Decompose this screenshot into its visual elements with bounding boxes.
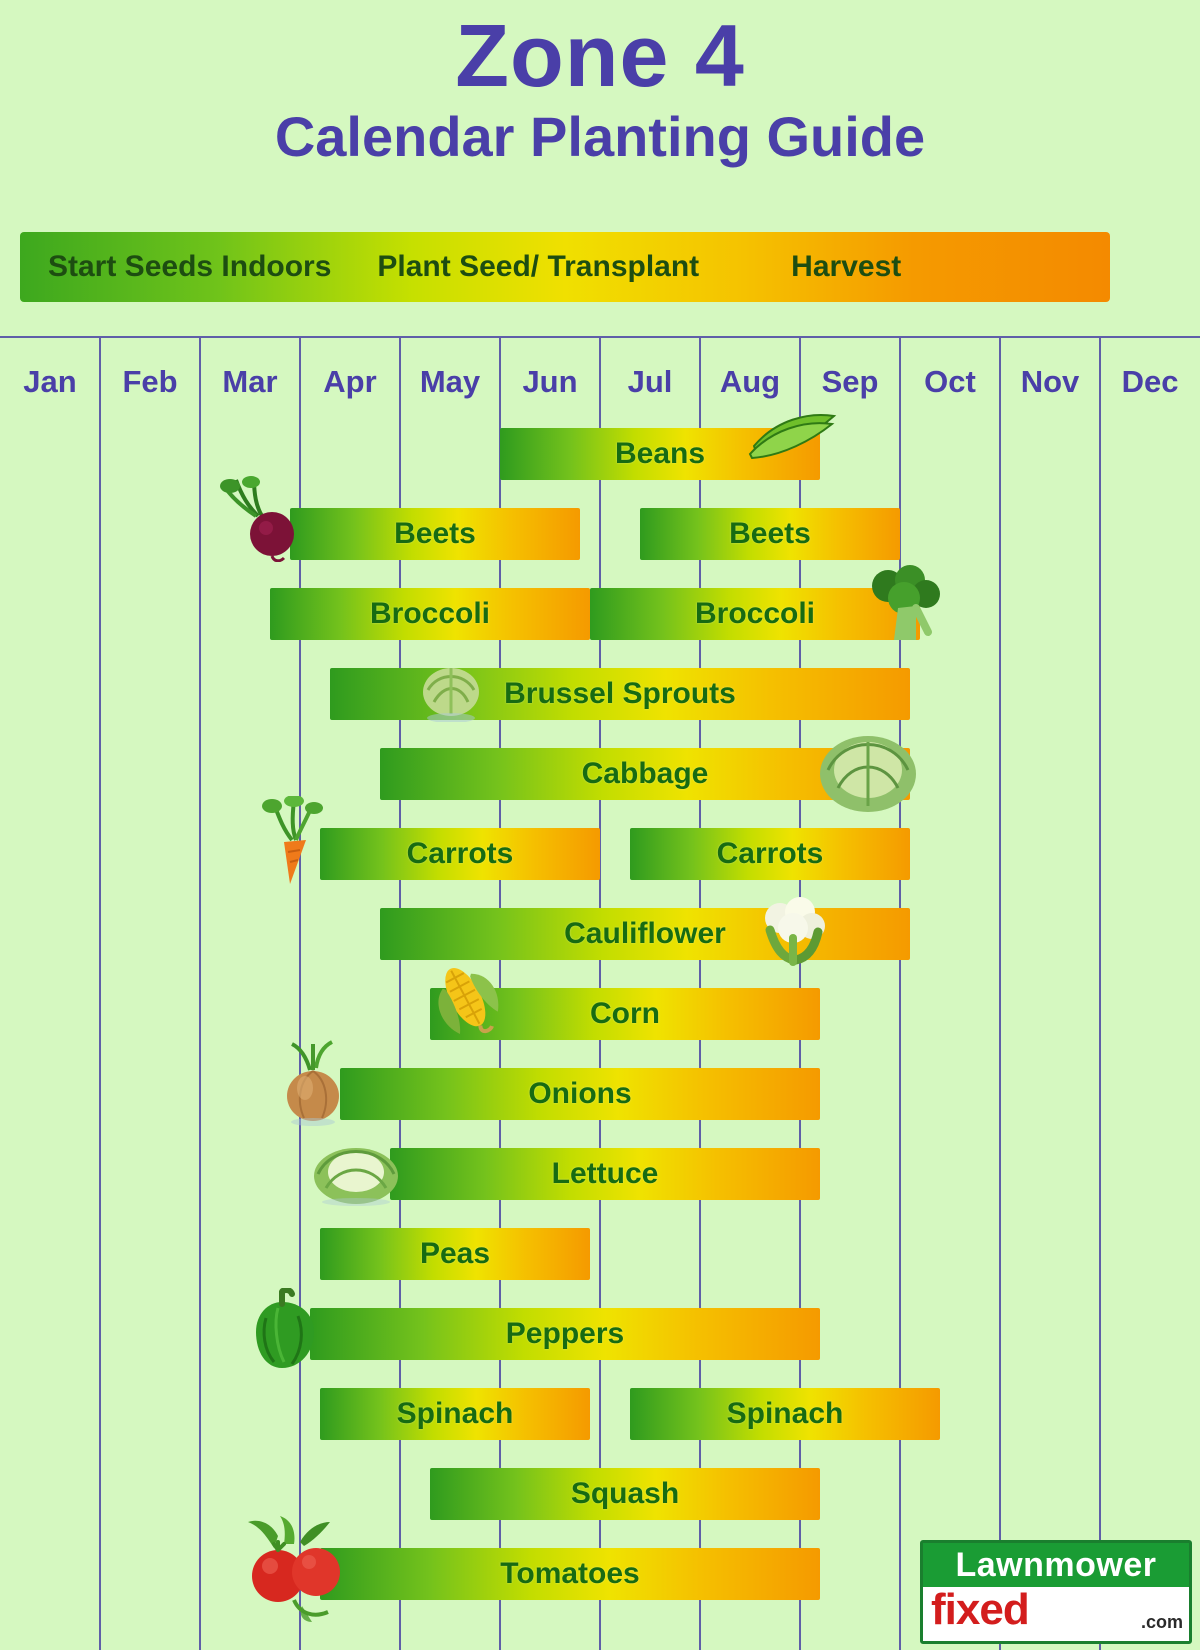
bar-corn-1 [430,988,820,1040]
legend [20,232,1110,302]
legend-item-plant-seed-transplant: Plant Seed/ Transplant [377,250,700,283]
page-title: Zone 4 [455,6,745,105]
bar-label-lettuce: Lettuce [551,1157,659,1190]
bar-label-cauliflower: Cauliflower [564,917,726,950]
page-subtitle: Calendar Planting Guide [274,105,926,169]
bar-broccoli-1 [270,588,590,640]
bar-tomatoes-1 [320,1548,820,1600]
bar-label-carrots: Carrots [406,837,514,870]
bar-label-carrots: Carrots [716,837,824,870]
month-label-jun: Jun [522,364,578,399]
page-title-block [0,0,1200,167]
month-label-oct: Oct [924,364,976,399]
bar-carrots-1 [320,828,600,880]
bar-beans-1 [500,428,820,480]
bar-label-tomatoes: Tomatoes [500,1557,640,1590]
bar-label-spinach: Spinach [726,1397,844,1430]
month-label-may: May [419,364,481,399]
bar-label-squash: Squash [570,1477,680,1510]
bar-label-peas: Peas [419,1237,491,1270]
bar-label-onions: Onions [528,1077,632,1110]
logo-top-text: Lawnmower [923,1543,1189,1587]
bar-beets-1 [290,508,580,560]
bar-carrots-2 [630,828,910,880]
logo-tld-text: .com [1140,1612,1183,1632]
month-label-mar: Mar [222,364,278,399]
bar-beets-2 [640,508,900,560]
bar-onions-1 [340,1068,820,1120]
legend-item-start-seeds-indoors: Start Seeds Indoors [48,250,332,283]
bar-cauliflower-1 [380,908,910,960]
bar-label-peppers: Peppers [505,1317,625,1350]
month-label-nov: Nov [1020,364,1080,399]
bar-spinach-1 [320,1388,590,1440]
bar-squash-1 [430,1468,820,1520]
logo-bottom [923,1587,1189,1635]
bar-label-cabbage: Cabbage [581,757,709,790]
planting-bars [0,336,1200,1650]
bar-label-corn: Corn [590,997,660,1030]
month-label-feb: Feb [122,364,178,399]
bar-broccoli-2 [590,588,920,640]
month-label-aug: Aug [719,364,781,399]
logo-fixed-text: fixed [931,1585,1029,1634]
bar-label-broccoli: Broccoli [369,597,491,630]
bar-label-beets: Beets [394,517,476,550]
site-logo[interactable] [920,1540,1192,1644]
month-label-jul: Jul [627,364,673,399]
bar-label-beans: Beans [614,437,706,470]
bar-label-spinach: Spinach [396,1397,514,1430]
month-label-jan: Jan [23,364,77,399]
bar-brussel-sprouts-1 [330,668,910,720]
bar-label-beets: Beets [729,517,811,550]
bar-lettuce-1 [390,1148,820,1200]
bar-peas-1 [320,1228,590,1280]
month-label-apr: Apr [323,364,377,399]
month-label-dec: Dec [1121,364,1179,399]
bar-label-broccoli: Broccoli [694,597,816,630]
bar-label-brussel-sprouts: Brussel Sprouts [504,677,736,710]
bar-peppers-1 [310,1308,820,1360]
legend-item-harvest: Harvest [791,250,902,283]
month-label-sep: Sep [821,364,879,399]
bar-cabbage-1 [380,748,910,800]
bar-spinach-2 [630,1388,940,1440]
